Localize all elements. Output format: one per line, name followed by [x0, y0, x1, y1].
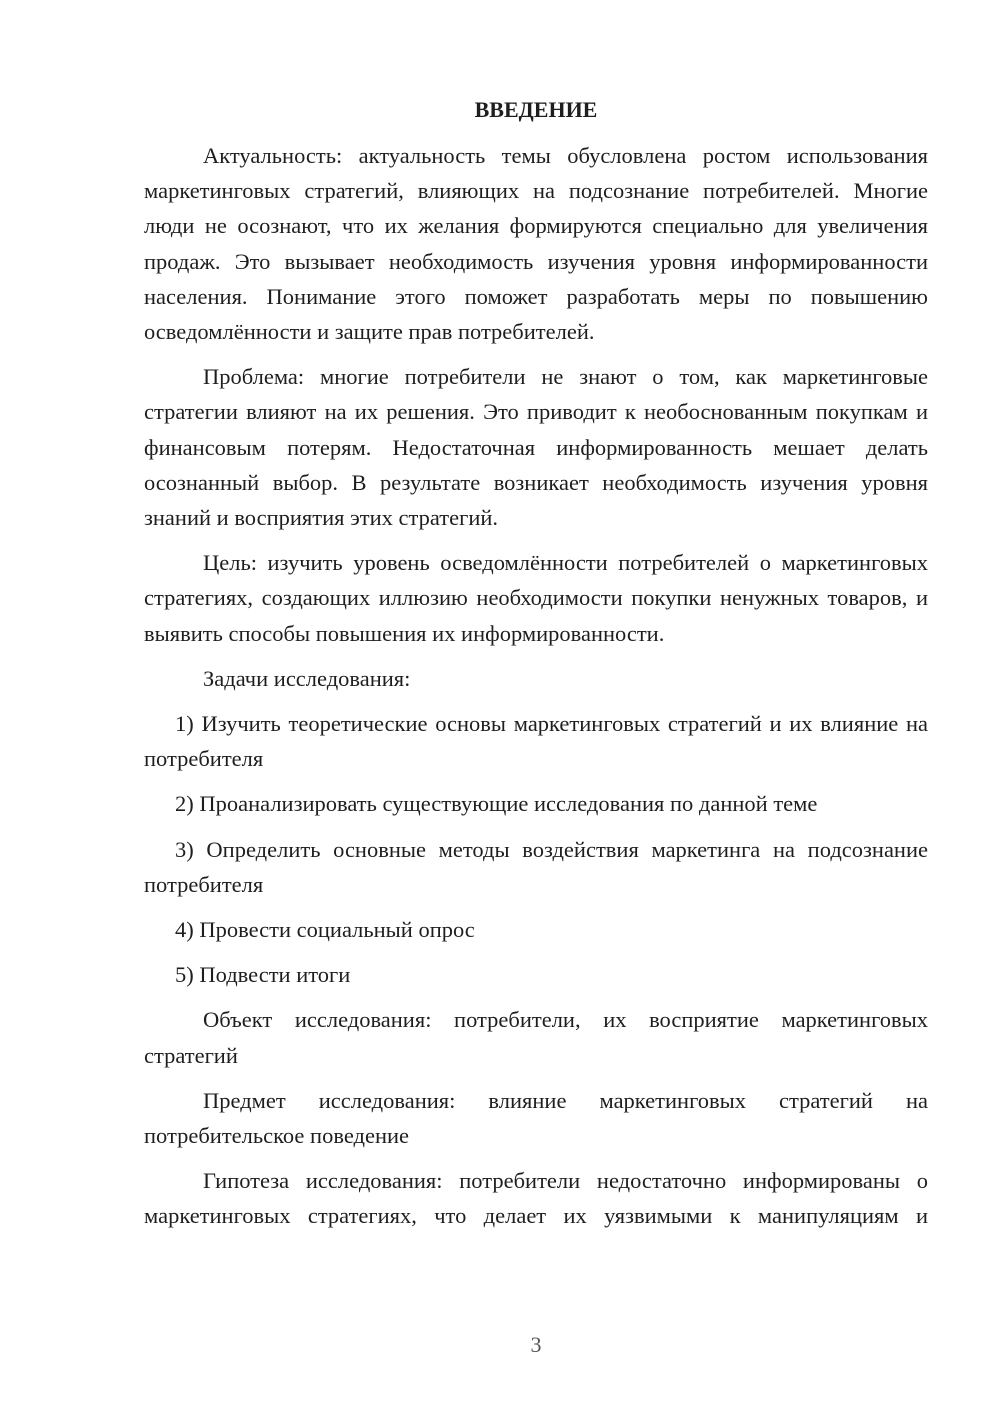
task-item-5: 5) Подвести итоги	[175, 962, 351, 988]
task-item-1: 1) Изучить теоретические основы маркетинговых стратегий и их влияние на потребителя	[144, 711, 928, 772]
page-number: 3	[530, 1332, 542, 1357]
paragraph-object: Объект исследования: потребители, их восприятие маркетинговых стратегий	[144, 1007, 928, 1068]
paragraph-tasks-heading: Задачи исследования:	[203, 665, 411, 691]
task-item-4: 4) Провести социальный опрос	[175, 917, 475, 943]
task-item-2: 2) Проанализировать существующие исследования по данной теме	[175, 791, 818, 817]
paragraph-subject: Предмет исследования: влияние маркетинговых стратегий на потребительское поведение	[144, 1087, 928, 1149]
page-content	[144, 92, 928, 1244]
paragraph-goal: Цель: изучить уровень осведомлённости потребителей о маркетинговых стратегиях, создающих иллюзию необходимости покупки ненужных товаров, и выявить способы повышения их информированности.	[144, 550, 928, 646]
task-item-3: 3) Определить основные методы воздействия маркетинга на подсознание потребителя	[144, 836, 928, 897]
section-title: ВВЕДЕНИЕ	[474, 97, 598, 122]
paragraph-relevance: Актуальность: актуальность темы обусловлена ростом использования маркетинговых стратегий, влияющих на подсознание потребителей. Многие люди не осознают, что их желания формируются специально для увеличения продаж. Это вызывает необходимость изучения уровня информированности населения. Понимание этого поможет разработать меры по повышению осведомлённости и защите прав потребителей.	[144, 143, 928, 345]
paragraph-hypothesis: Гипотеза исследования: потребители недостаточно информированы о маркетинговых стратегиях, что делает их уязвимыми к манипуляциям и	[144, 1168, 928, 1229]
paragraph-problem: Проблема: многие потребители не знают о том, как маркетинговые стратегии влияют на их решения. Это приводит к необоснованным покупкам и финансовым потерям. Недостаточная информированность мешает делать осознанный выбор. В результате возникает необходимость изучения уровня знаний и восприятия этих стратегий.	[144, 364, 928, 531]
